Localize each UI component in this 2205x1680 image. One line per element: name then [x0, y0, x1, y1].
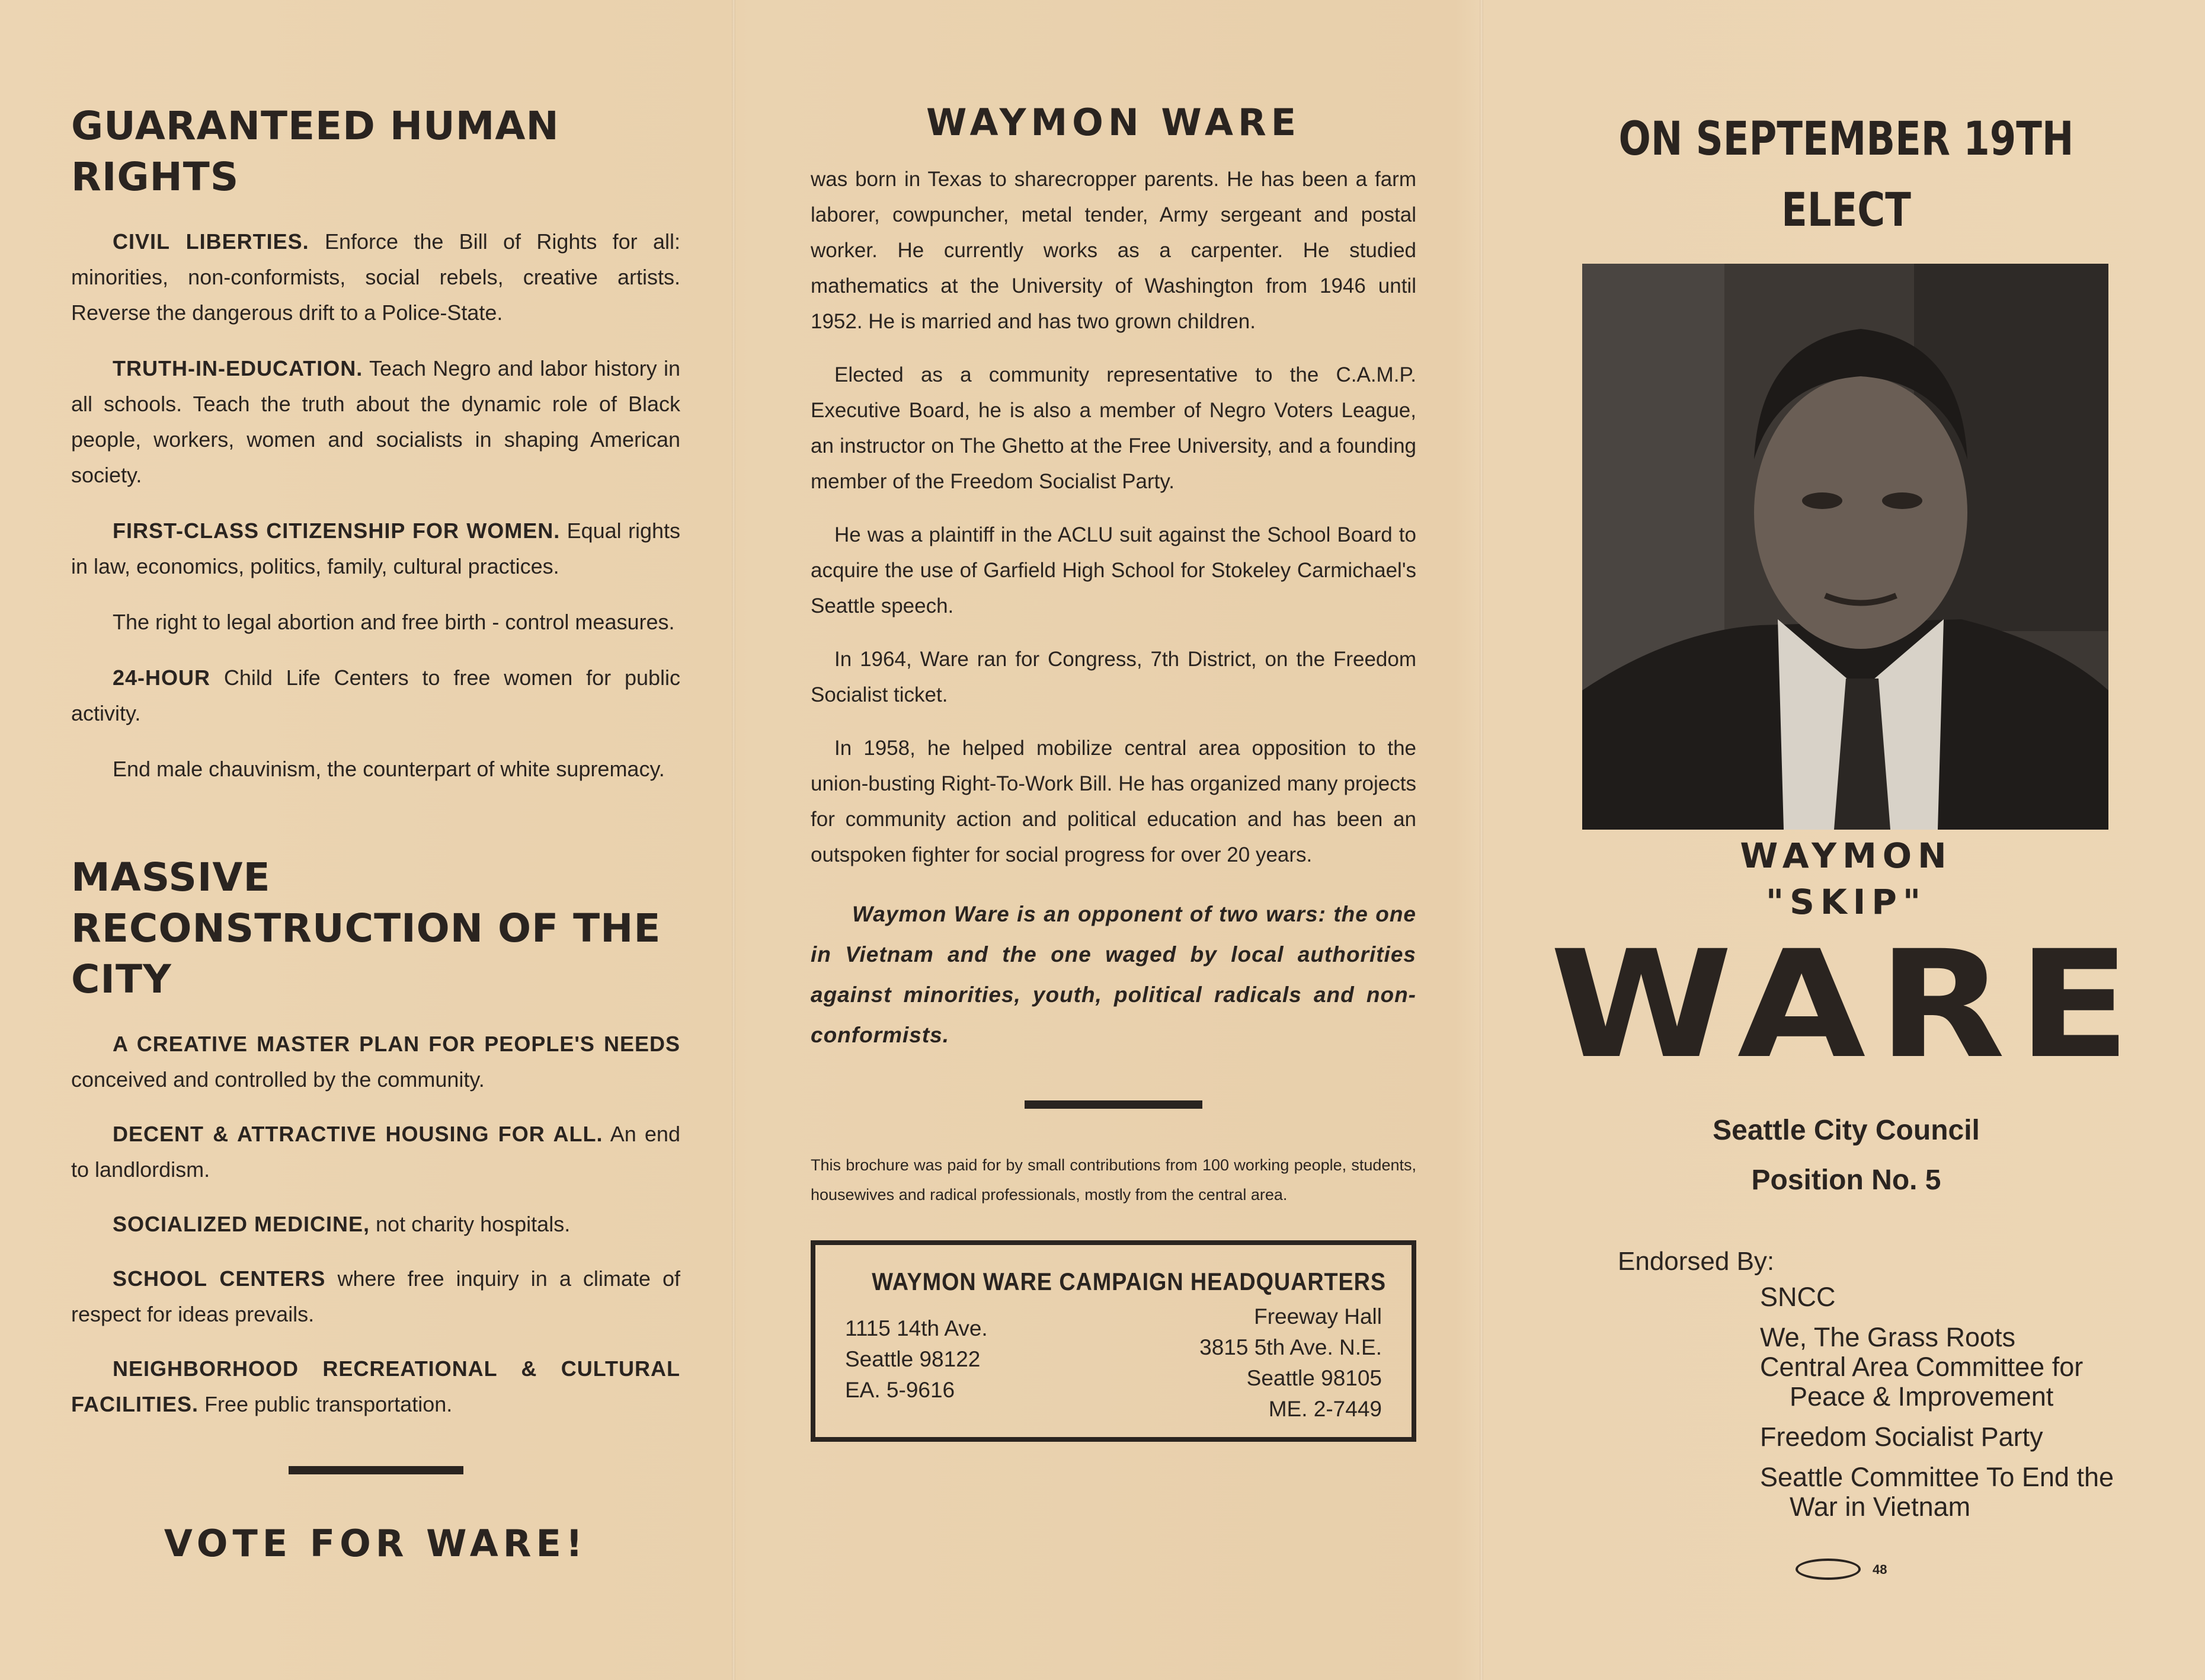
- platform-item: [71, 224, 680, 331]
- platform-item-lead: CIVIL LIBERTIES.: [113, 229, 309, 254]
- endorsement-item: SNCC: [1760, 1282, 1836, 1312]
- vote-slogan: VOTE FOR WARE!: [164, 1522, 588, 1565]
- platform-item-lead: 24-HOUR: [113, 665, 211, 690]
- emphasis-statement: Waymon Ware is an opponent of two wars: the one in Vietnam and the one waged by local authorities against minorities, youth, political radicals and non-conformists.: [811, 902, 1416, 1047]
- elect-line: ELECT: [1781, 184, 1911, 237]
- right-panel: [1481, 0, 2205, 1680]
- platform-item-text: Equal rights in law, economics, politics, family, cultural practices.: [71, 519, 680, 578]
- hq-line: Freeway Hall: [1254, 1304, 1382, 1329]
- platform-item-text: The right to legal abortion and free birth - control measures.: [113, 610, 675, 634]
- first-name: WAYMON: [1740, 836, 1953, 876]
- divider: [289, 1466, 463, 1474]
- divider: [1025, 1100, 1202, 1109]
- bio-paragraph: He was a plaintiff in the ACLU suit against the School Board to acquire the use of Garfield High School for Stokeley Carmichael's Seattle speech.: [811, 523, 1416, 617]
- hq-line: 1115 14th Ave.: [845, 1316, 988, 1340]
- left-panel: [0, 0, 734, 1680]
- reconstruction-list: [71, 1026, 680, 1422]
- hq-address-1: [845, 1313, 988, 1406]
- platform-item-text: where free inquiry in a climate of respect for ideas prevails.: [71, 1266, 680, 1326]
- headquarters-box: [811, 1240, 1416, 1442]
- platform-item-text: conceived and controlled by the community.: [71, 1067, 485, 1092]
- hq-line: Seattle 98122: [845, 1347, 981, 1371]
- candidate-photo: [1582, 264, 2108, 830]
- platform-item: [71, 1351, 680, 1422]
- platform-item-lead: SOCIALIZED MEDICINE,: [113, 1212, 370, 1236]
- platform-item: [71, 604, 680, 640]
- endorsed-by-label: Endorsed By:: [1618, 1247, 1775, 1276]
- platform-item-lead: TRUTH-IN-EDUCATION.: [113, 356, 363, 380]
- platform-item-text: Free public transportation.: [199, 1392, 453, 1416]
- platform-item-text: Teach Negro and labor history in all schools. Teach the truth about the dynamic role of Black people, workers, women and socialists in shaping American society.: [71, 356, 680, 487]
- platform-item: [71, 513, 680, 584]
- portrait-illustration: [1582, 264, 2108, 830]
- date-line: ON SEPTEMBER 19TH: [1618, 113, 2074, 166]
- bio-title: WAYMON WARE: [926, 101, 1301, 144]
- seat-line-2: Position No. 5: [1751, 1164, 1941, 1196]
- endorsement-item: Seattle Committee To End the War in Vietnam: [1760, 1462, 2114, 1522]
- platform-item: [71, 1207, 680, 1242]
- bio-paragraphs: [811, 162, 1416, 873]
- platform-item-text: not charity hospitals.: [370, 1212, 571, 1236]
- platform-item: [71, 660, 680, 731]
- hq-title: WAYMON WARE CAMPAIGN HEADQUARTERS: [872, 1268, 1386, 1295]
- endorsement-list: [1760, 1282, 2164, 1522]
- paid-for-notice: This brochure was paid for by small contributions from 100 working people, students, housewives and radical professionals, mostly from the central area.: [811, 1156, 1416, 1204]
- hq-line: EA. 5-9616: [845, 1378, 955, 1402]
- platform-item-lead: FIRST-CLASS CITIZENSHIP FOR WOMEN.: [113, 519, 561, 543]
- hq-line: Seattle 98105: [1246, 1366, 1382, 1390]
- platform-item: [71, 1261, 680, 1332]
- bio-paragraph: Elected as a community representative to the C.A.M.P. Executive Board, he is also a member of Negro Voters League, an instructor on The Ghetto at the Free University, and a founding member of the Freedom Socialist Party.: [811, 363, 1416, 493]
- platform-item-text: Enforce the Bill of Rights for all: minorities, non-conformists, social rebels, creative artists. Reverse the dangerous drift to a Police-State.: [71, 229, 680, 325]
- hq-line: 3815 5th Ave. N.E.: [1199, 1335, 1382, 1359]
- platform-item-lead: SCHOOL CENTERS: [113, 1266, 326, 1291]
- last-name: WARE: [1550, 919, 2143, 1091]
- hq-address-2: [1199, 1301, 1382, 1425]
- seat-line-1: Seattle City Council: [1713, 1115, 1980, 1146]
- platform-item-text: An end to landlordism.: [71, 1122, 680, 1182]
- endorsement-item: We, The Grass Roots Central Area Committee for Peace & Improvement: [1760, 1322, 2084, 1412]
- platform-item-lead: DECENT & ATTRACTIVE HOUSING FOR ALL.: [113, 1122, 603, 1146]
- middle-panel: [734, 0, 1481, 1680]
- bio-paragraph: In 1964, Ware ran for Congress, 7th District, on the Freedom Socialist ticket.: [811, 648, 1416, 706]
- bio-paragraph: was born in Texas to sharecropper parents. He has been a farm laborer, cowpuncher, metal tender, Army sergeant and postal worker. He currently works as a carpenter. He studied mathematics at the University of Washington from 1946 until 1952. He is married and has two grown children.: [811, 168, 1416, 333]
- platform-item-lead: NEIGHBORHOOD RECREATIONAL & CULTURAL FACILITIES.: [71, 1356, 680, 1416]
- platform-item: [71, 751, 680, 787]
- platform-item: [71, 351, 680, 493]
- platform-item: [71, 1116, 680, 1188]
- platform-item-lead: A CREATIVE MASTER PLAN FOR PEOPLE'S NEEDS: [113, 1032, 680, 1056]
- platform-item: [71, 1026, 680, 1097]
- bio-paragraph: In 1958, he helped mobilize central area opposition to the union-busting Right-To-Work Bill. He has organized many projects for community action and political education and has been an outspoken fighter for social progress for over 20 years.: [811, 737, 1416, 866]
- platform-item-text: Child Life Centers to free women for public activity.: [71, 665, 680, 725]
- hq-line: ME. 2-7449: [1268, 1397, 1382, 1421]
- heading-reconstruction: MASSIVE RECONSTRUCTION OF THE CITY: [71, 855, 661, 1002]
- human-rights-list: [71, 224, 680, 787]
- endorsement-item: Freedom Socialist Party: [1760, 1422, 2043, 1452]
- union-bug-number: 48: [1873, 1562, 1887, 1577]
- heading-human-rights: GUARANTEED HUMAN RIGHTS: [71, 103, 559, 200]
- nickname: "SKIP": [1765, 882, 1927, 922]
- platform-item-text: End male chauvinism, the counterpart of white supremacy.: [113, 757, 665, 781]
- union-bug-icon: [1796, 1559, 1861, 1580]
